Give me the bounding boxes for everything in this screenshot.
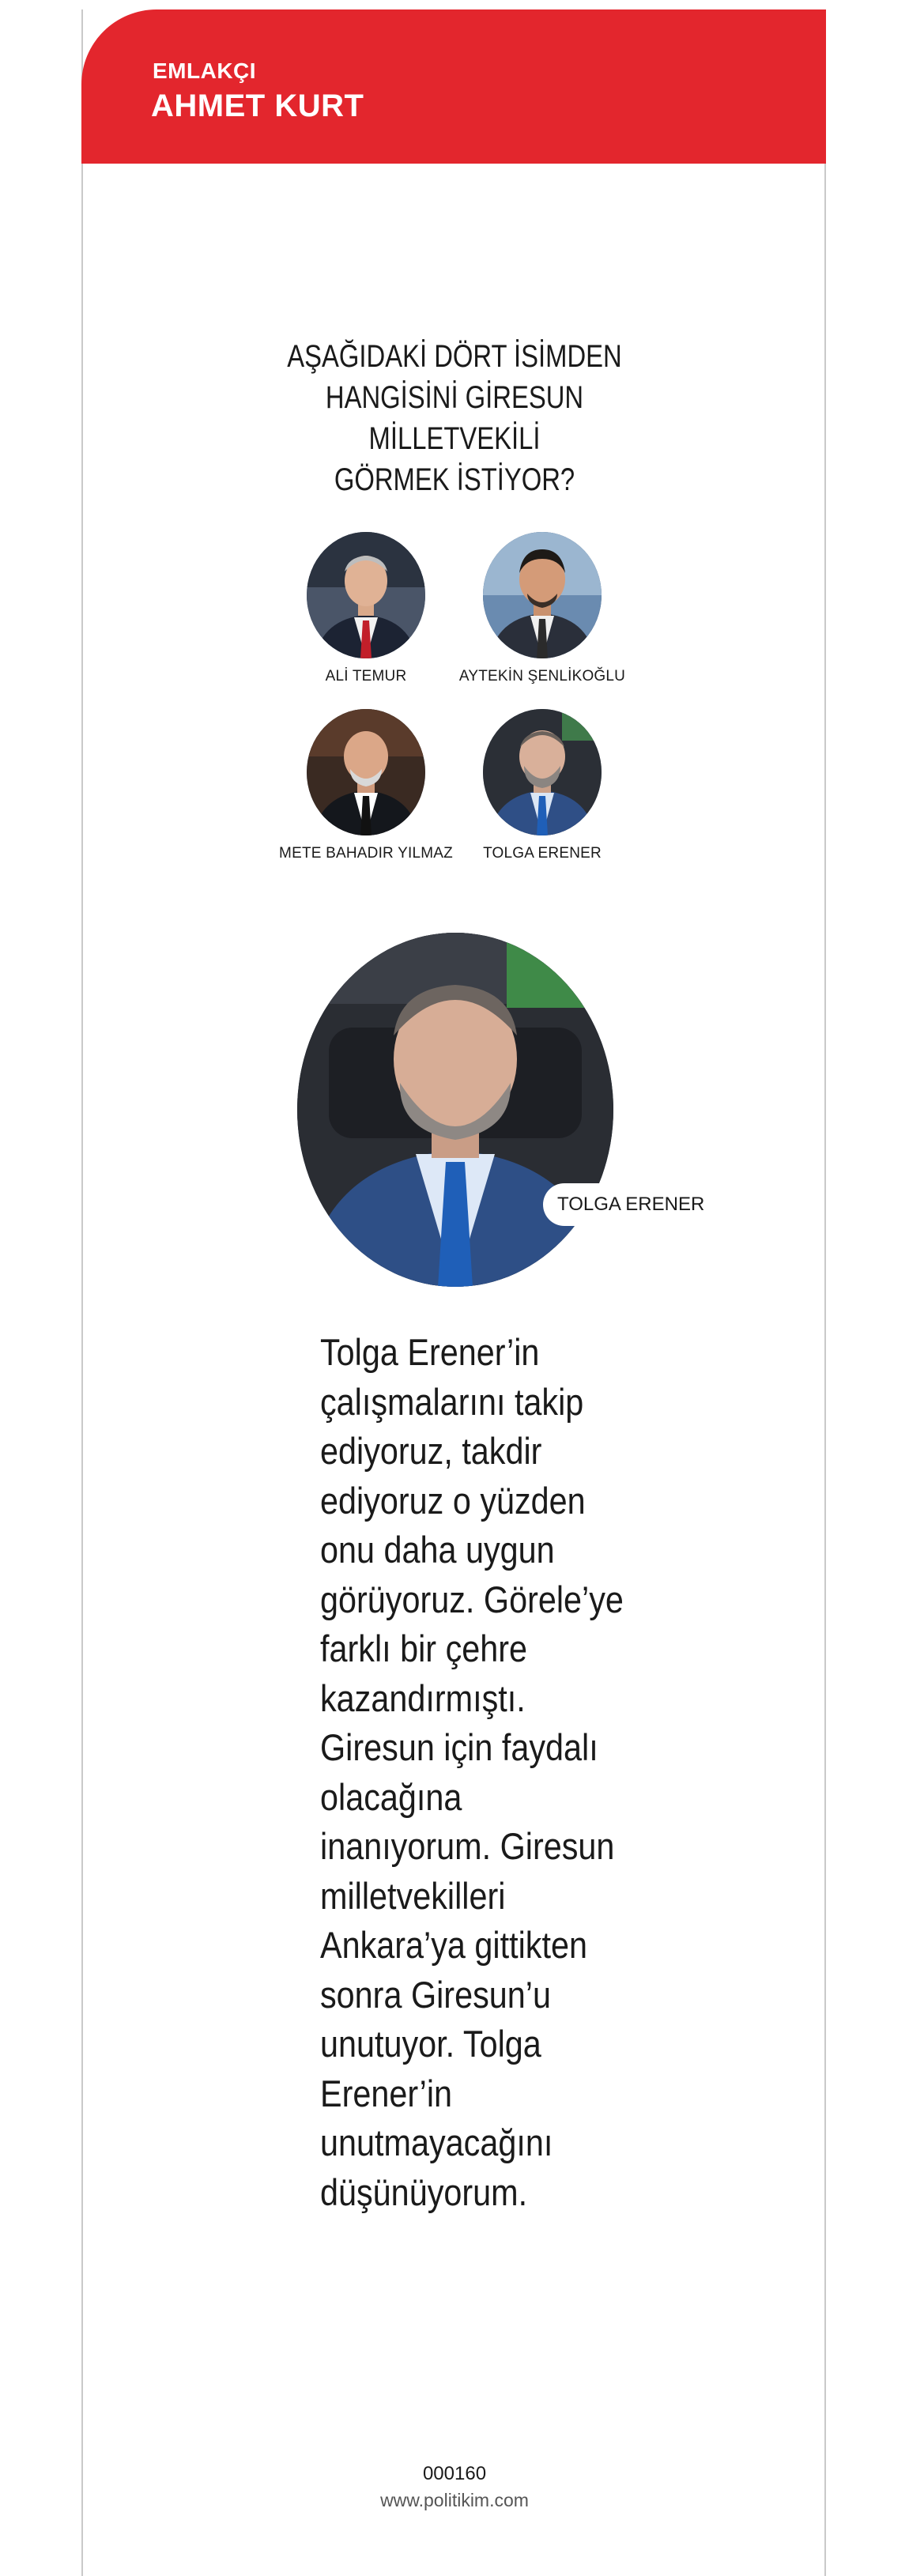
candidate-name: ALİ TEMUR xyxy=(325,668,407,685)
quote-line: Erener’in xyxy=(320,2072,453,2114)
quote-line: unutuyor. Tolga xyxy=(320,2023,541,2065)
question-line: AŞAĞIDAKİ DÖRT İSİMDEN xyxy=(287,339,622,374)
candidate-name: METE BAHADIR YILMAZ xyxy=(279,845,453,862)
quote-line: Ankara’ya gittikten xyxy=(320,1924,587,1966)
quote-line: inanıyorum. Giresun xyxy=(320,1825,615,1867)
reference-code: 000160 xyxy=(422,2463,487,2484)
quote-line: sonra Giresun’u xyxy=(320,1973,551,2016)
candidate-photo xyxy=(307,532,425,658)
quote-line: Tolga Erener’in xyxy=(320,1331,540,1373)
candidate-tolga-erener[interactable] xyxy=(447,709,637,862)
header-name: AHMET KURT xyxy=(151,89,364,123)
candidate-photo xyxy=(483,709,602,835)
quote-text xyxy=(320,1328,624,2217)
selected-candidate-photo xyxy=(297,933,613,1287)
candidate-ali-temur[interactable] xyxy=(271,532,461,685)
quote-line: kazandırmıştı. xyxy=(320,1676,526,1719)
candidate-mete-bahadir-yilmaz[interactable] xyxy=(271,709,461,862)
candidate-aytekin-senlikoglu[interactable] xyxy=(447,532,637,685)
question-line: HANGİSİNİ GİRESUN MİLLETVEKİLİ xyxy=(325,380,584,456)
quote-line: çalışmalarını takip xyxy=(320,1380,584,1423)
quote-line: unutmayacağını xyxy=(320,2122,553,2163)
header-banner xyxy=(81,9,826,164)
quote-line: milletvekilleri xyxy=(320,1874,506,1917)
quote-line: onu daha uygun xyxy=(320,1529,555,1571)
quote-line: olacağına xyxy=(320,1775,462,1818)
question-line: GÖRMEK İSTİYOR? xyxy=(334,462,575,497)
poll-question xyxy=(244,336,666,500)
quote-line: farklı bir çehre xyxy=(320,1627,528,1669)
candidate-name: AYTEKİN ŞENLİKOĞLU xyxy=(458,668,626,685)
quote-line: düşünüyorum. xyxy=(320,2171,528,2213)
quote-line: Giresun için faydalı xyxy=(320,1726,598,1768)
candidate-photo xyxy=(307,709,425,835)
candidate-name: TOLGA ERENER xyxy=(483,845,602,862)
quote-line: ediyoruz, takdir xyxy=(320,1430,542,1472)
header-subtitle: EMLAKÇI xyxy=(153,58,257,83)
website-link[interactable]: www.politikim.com xyxy=(380,2490,529,2510)
selected-candidate-badge: TOLGA ERENER xyxy=(543,1183,715,1226)
candidate-photo xyxy=(483,532,602,658)
quote-line: görüyoruz. Görele’ye xyxy=(320,1578,624,1620)
quote-line: ediyoruz o yüzden xyxy=(320,1479,586,1522)
